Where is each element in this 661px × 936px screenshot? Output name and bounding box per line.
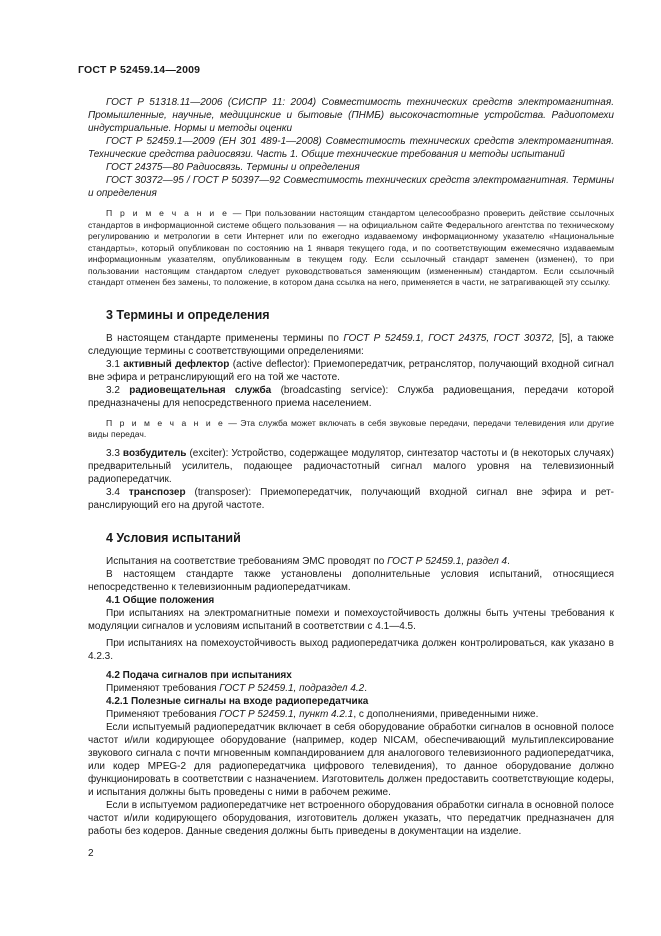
term-definition-text: (active deflector): Приемопередатчик, ретранслятор, получающий входной сигнал вне эфира и ретранслирующий его на той же частоте.	[88, 358, 614, 383]
term-name: радиовещательная служба	[129, 384, 272, 396]
subsection-4-2-heading: 4.2 Подача сигналов при испытаниях	[106, 669, 292, 681]
note-text: — При пользовании настоящим стандартом целесообразно проверить действие ссылочных стандартов в информационной системе общего пользования — на официальном сайте Федерального агентства по техническому регулированию и метрологии в сети Интернет или по ежегодно издаваемому информационному указателю «Национальные стандарты», который опубликован по состоянию на 1 января текущего года, и по соответствующим ежемесячно издаваемым информационным указателям, опубликованным в текущем году. Если ссылочный стандарт заменен (изменен), то при пользовании настоящим стандартом следует руководствоваться заменяющим (измененным) стандартом. Если ссылочный стандарт отменен без замены, то положение, в котором дана ссылка на него, применяется в части, не затрагивающей эту ссылку.	[88, 208, 615, 287]
paragraph-text: Испытания на соответствие требованиям ЭМС проводят по	[106, 555, 388, 567]
note-text: — Эта служба может включать в себя звуковые передачи, передачи телевидения или другие виды передач.	[88, 417, 615, 439]
subsection-4-1-heading: 4.1 Общие положения	[106, 594, 215, 606]
term-note	[88, 418, 614, 441]
normative-reference: ГОСТ Р 52459.1—2009 (ЕН 301 489-1—2008) Совместимость технических средств электромагнитная. Технические средства радиосвязи. Часть 1. Общие технические требования и методы испытаний	[88, 136, 614, 160]
paragraph-text-end: , с дополнениями, приведенными ниже.	[353, 708, 539, 720]
note-label: П р и м е ч а н и е	[106, 417, 225, 428]
section-4-paragraph	[88, 555, 614, 568]
paragraph-text-end: .	[507, 555, 510, 567]
term-name: возбудитель	[122, 447, 187, 459]
term-name: активный дефлектор	[123, 358, 230, 370]
term-definition-text: (exciter): Устройство, содержащее модулятор, синтезатор частоты и (в некоторых случаях) предварительный усилитель, подающее радиочастотный сигнал малого уровня на телевизионный радиопередатчик.	[88, 447, 614, 485]
paragraph-text-end: .	[364, 682, 367, 694]
term-number: 3.4	[106, 486, 129, 498]
page-content	[88, 96, 614, 838]
subsection-4-2-1-heading: 4.2.1 Полезные сигналы на входе радиопередатчика	[106, 695, 369, 707]
term-number: 3.2	[106, 384, 130, 396]
paragraph-text: Применяют требования	[106, 708, 220, 720]
term-number: 3.1	[106, 358, 124, 370]
subsection-4-2-1-paragraph: Если испытуемый радиопередатчик включает в себя оборудование обработки сигналов в основной полосе частот и/или кодирующее оборудование (например, кодер NICAM, обеспечивающий мультиплексирование звукового сигнала с почти мгновенным компандированием для аналогового телевизионного радиопередатчика, или кодер MPEG-2 для радиопередатчика цифрового телевидения), то данное оборудование должно функционировать в соответствии с назначением. Изготовитель должен предоставить соответствующие кодеры, и испытания должны быть проведены с ними в рабочем режиме.	[88, 721, 614, 798]
reference-inline: ГОСТ Р 52459.1, пункт 4.2.1	[219, 708, 354, 720]
intro-references: ГОСТ Р 52459.1, ГОСТ 24375, ГОСТ 30372,	[343, 332, 555, 344]
intro-text: В настоящем стандарте применены термины по	[106, 332, 344, 344]
page-header-standard-number: ГОСТ Р 52459.14—2009	[78, 64, 201, 76]
term-definition	[88, 358, 614, 384]
term-definition	[88, 486, 614, 512]
term-number: 3.3	[106, 447, 123, 459]
term-name: транспозер	[128, 486, 186, 498]
subsection-4-2-1-paragraph	[88, 708, 614, 721]
section-4-paragraph: В настоящем стандарте также установлены дополнительные условия испытаний, относящиеся непосредственно к телевизионным радиопередатчикам.	[88, 568, 614, 593]
section-3-intro	[88, 332, 614, 358]
page-number: 2	[88, 848, 94, 859]
normative-reference: ГОСТ Р 51318.11—2006 (СИСПР 11: 2004) Совместимость технических средств электромагнитная. Промышленные, научные, медицинские и бытовые (ПНМБ) высокочастотные устройства. Радиопомехи индустриальные. Нормы и методы оценки	[88, 97, 614, 134]
note-label: П р и м е ч а н и е	[106, 208, 229, 218]
normative-reference: ГОСТ 24375—80 Радиосвязь. Термины и определения	[106, 162, 360, 173]
subsection-4-2-1-paragraph: Если в испытуемом радиопередатчике нет встроенного оборудования обработки сигнала в основной полосе частот и/или кодирующего оборудования, изготовитель должен указать, что передатчик предназначен для работы без кодеров. Данные сведения должны быть приведены в документации на изделие.	[88, 799, 614, 837]
subsection-4-1-paragraph: При испытаниях на помехоустойчивость выход радиопередатчика должен контролироваться, как указано в 4.2.3.	[88, 637, 614, 662]
references-note	[88, 208, 614, 289]
normative-reference: ГОСТ 30372—95 / ГОСТ Р 50397—92 Совместимость технических средств электромагнитная. Термины и определения	[88, 175, 614, 199]
term-definition-text: (broadcasting service): Служба радиовещания, передачи которой предназначены для непосредственного приема населением.	[88, 384, 614, 409]
subsection-4-1-paragraph: При испытаниях на электромагнитные помехи и помехоустойчивость должны быть учтены требования к модуляции сигналов и условиям испытаний в соответствии с 4.1—4.5.	[88, 607, 614, 632]
reference-inline: ГОСТ Р 52459.1, подраздел 4.2	[219, 682, 365, 694]
intro-text-end: [5], а также следующие термины с соответствующими определениями:	[88, 332, 614, 357]
term-definition	[88, 384, 614, 410]
section-4-heading: 4 Условия испытаний	[106, 530, 241, 545]
term-definition	[88, 447, 614, 486]
reference-inline: ГОСТ Р 52459.1, раздел 4	[387, 555, 508, 567]
subsection-4-2-paragraph	[88, 682, 614, 695]
term-definition-text: (transposer): Приемопередатчик, получающий входной сигнал вне эфира и ретранслирующий его на другой частоте.	[88, 486, 614, 511]
section-3-heading: 3 Термины и определения	[106, 307, 270, 322]
paragraph-text: Применяют требования	[106, 682, 220, 694]
